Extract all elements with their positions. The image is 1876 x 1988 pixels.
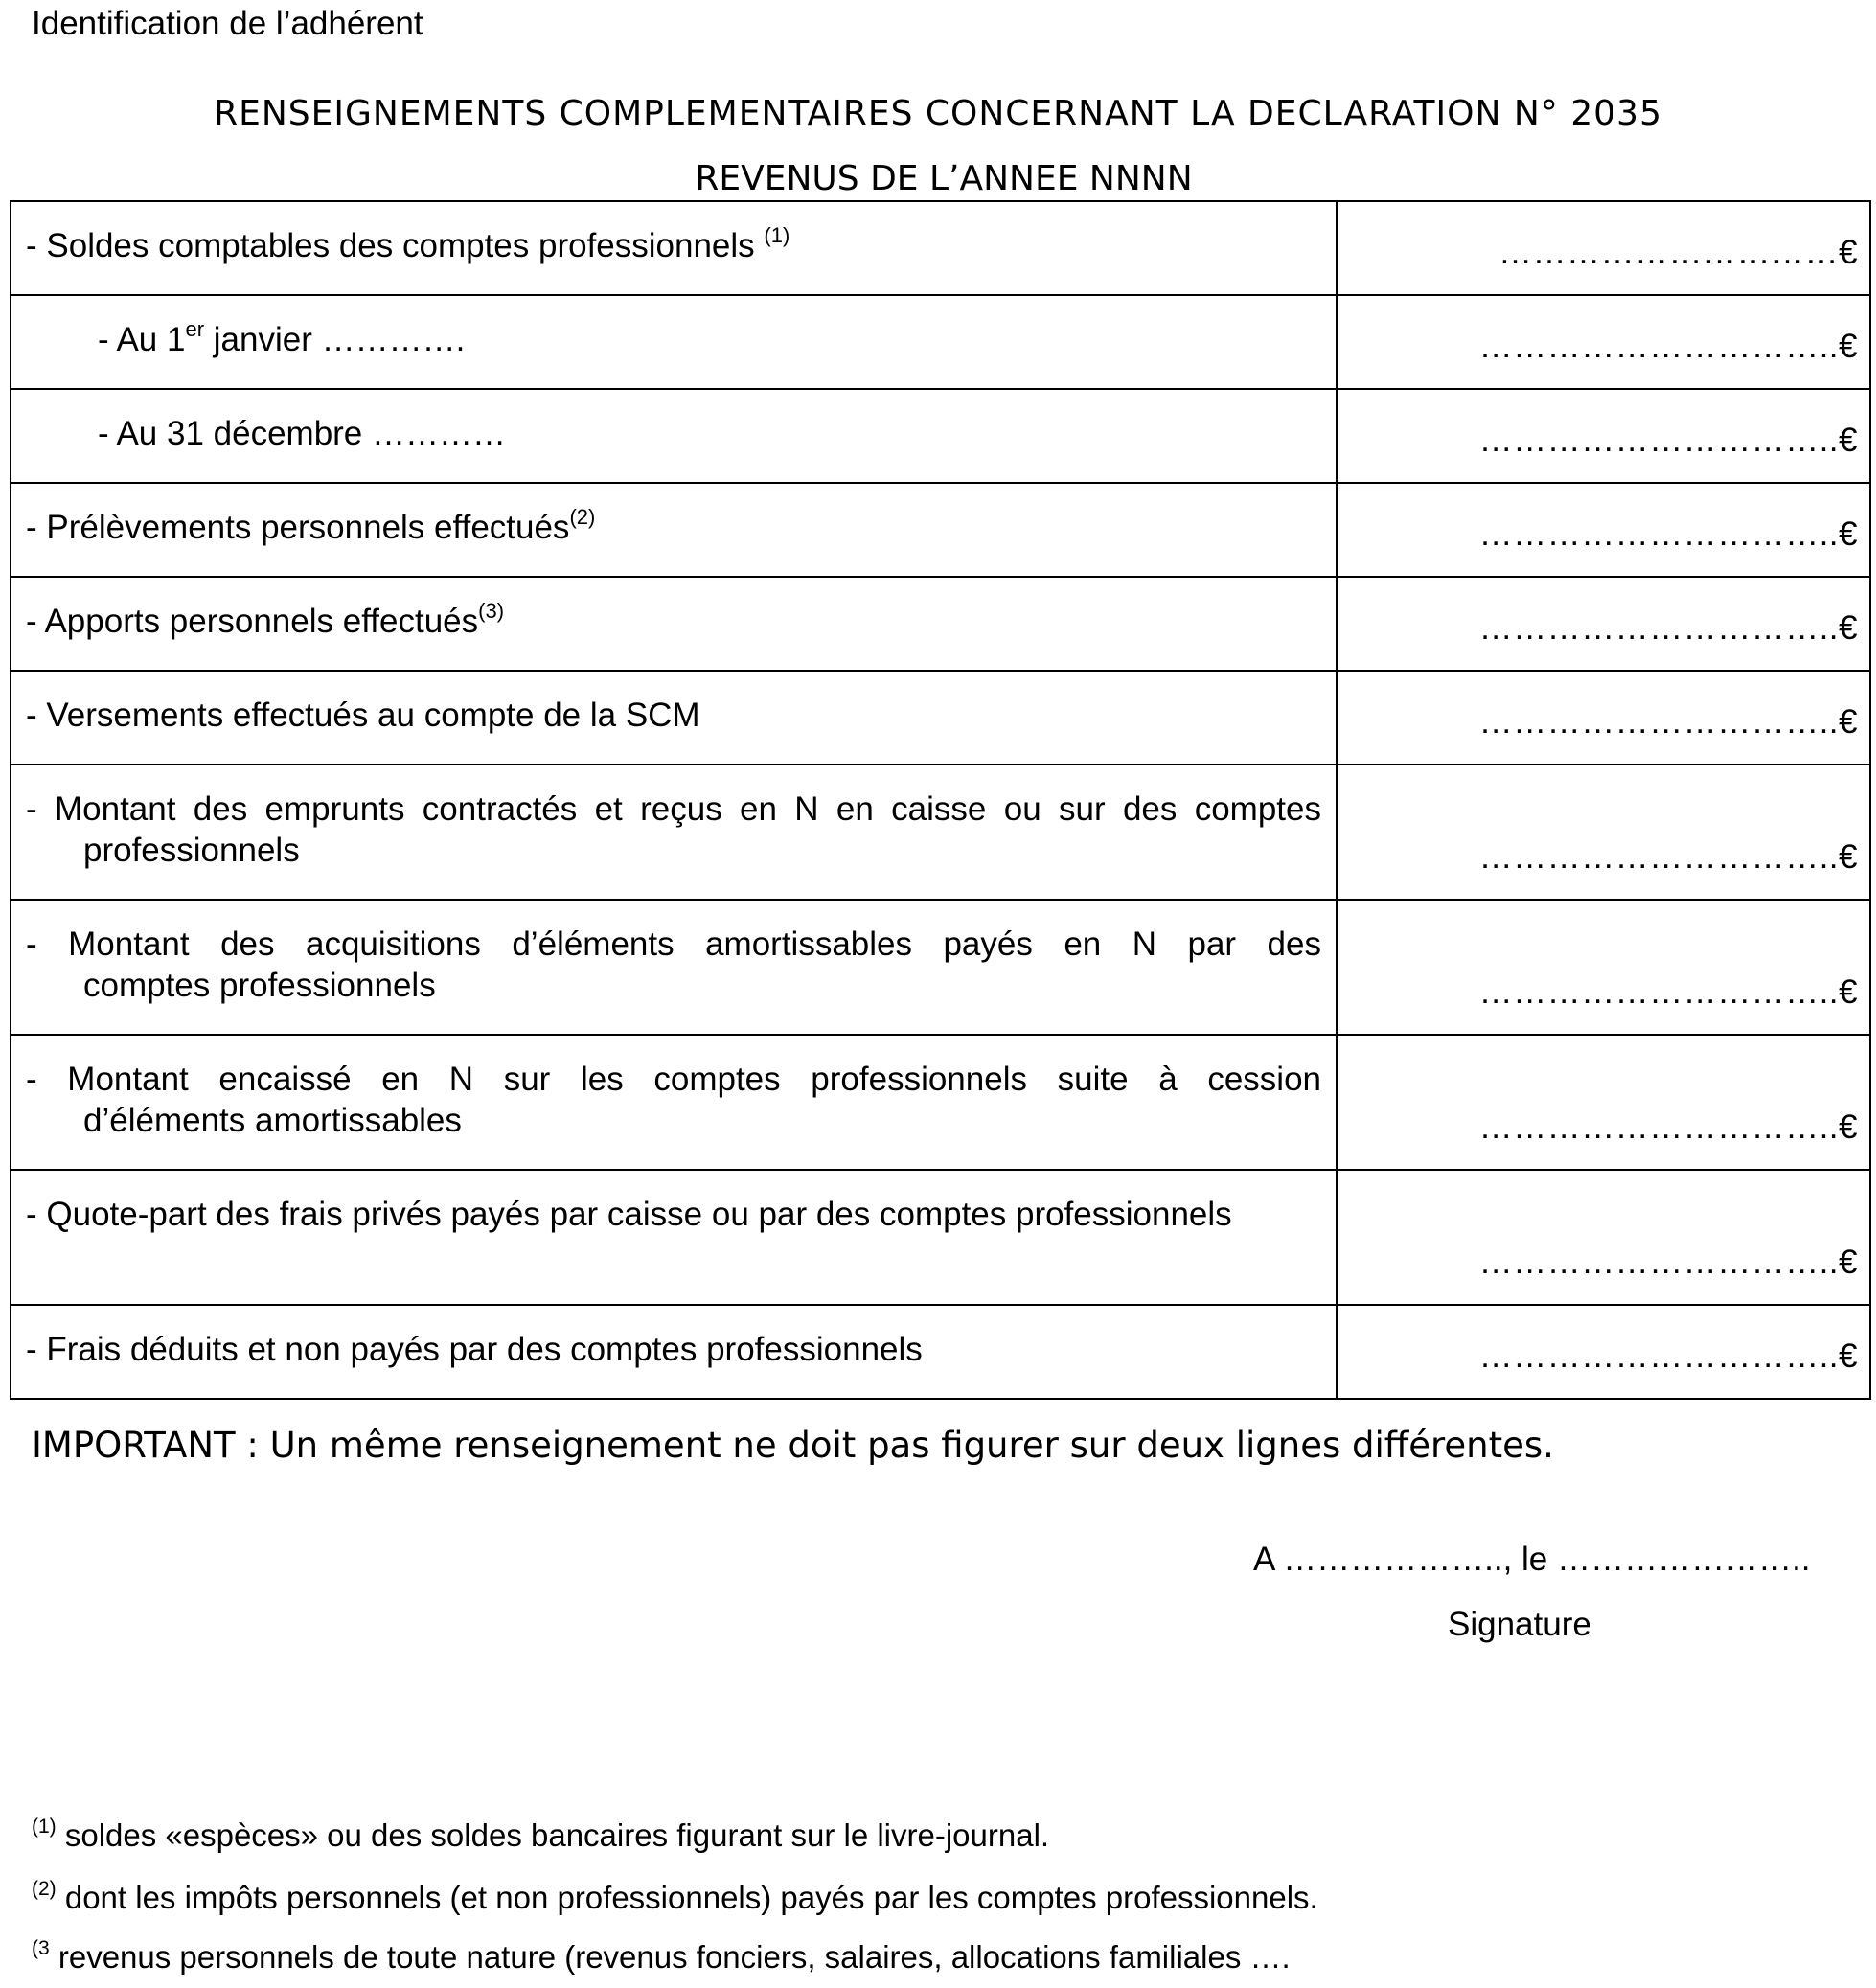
row-label-cell [11, 577, 1337, 671]
amount-placeholder: …………………………..€ [1478, 1244, 1858, 1281]
row-label-suffix: janvier …………. [204, 321, 466, 358]
row-label-cell [11, 1170, 1337, 1305]
amount-field[interactable] [1337, 295, 1870, 389]
amount-placeholder: …………………………..€ [1478, 703, 1858, 741]
amount-placeholder: …………………………..€ [1478, 1108, 1858, 1146]
row-label-cell [11, 483, 1337, 577]
ordinal-suffix: er [185, 317, 205, 341]
table-row [11, 900, 1870, 1035]
amount-field[interactable] [1337, 577, 1870, 671]
footnote-ref: (1) [764, 223, 790, 247]
footnote-marker: (2) [32, 1878, 57, 1900]
row-label: - Prélèvements personnels effectués [26, 509, 570, 546]
footnote-text: dont les impôts personnels (et non professionnels) payés par les comptes professionnels. [56, 1880, 1318, 1915]
table-row [11, 295, 1870, 389]
amount-field[interactable] [1337, 900, 1870, 1035]
amount-field[interactable] [1337, 765, 1870, 900]
table-row [11, 1170, 1870, 1305]
footnote [32, 1880, 1318, 1916]
footnote-marker: (3 [32, 1937, 50, 1959]
row-label: - Frais déduits et non payés par des comptes professionnels [26, 1331, 923, 1368]
amount-placeholder: …………………………..€ [1478, 609, 1858, 647]
row-label: - Au 31 décembre ………… [98, 415, 506, 452]
amount-placeholder: …………………………€ [1499, 234, 1858, 271]
row-label-cell [11, 1305, 1337, 1399]
amount-field[interactable] [1337, 483, 1870, 577]
footnote-marker: (1) [32, 1816, 57, 1838]
amount-field[interactable] [1337, 201, 1870, 295]
amount-field[interactable] [1337, 1035, 1870, 1170]
row-label-prefix: - Au 1 [98, 321, 186, 358]
table-row [11, 201, 1870, 295]
table-row [11, 1035, 1870, 1170]
amount-placeholder: …………………………..€ [1478, 328, 1858, 365]
row-label-line1: - Montant encaissé en N sur les comptes professionnels suite à cession [26, 1061, 1321, 1098]
footnote-ref: (2) [569, 505, 596, 529]
row-label: - Soldes comptables des comptes professionnels [26, 227, 765, 264]
amount-field[interactable] [1337, 1170, 1870, 1305]
table-row [11, 765, 1870, 900]
declaration-table [10, 200, 1871, 1400]
form-subtitle: REVENUS DE L’ANNEE NNNN [695, 159, 1193, 198]
row-label-cell [11, 765, 1337, 900]
amount-field[interactable] [1337, 671, 1870, 765]
adherent-identification-label: Identification de l’adhérent [32, 5, 423, 42]
amount-field[interactable] [1337, 389, 1870, 483]
form-title: RENSEIGNEMENTS COMPLEMENTAIRES CONCERNANT LA DECLARATION N° 2035 [214, 94, 1662, 133]
row-label-cell [11, 900, 1337, 1035]
footnote [32, 1939, 1291, 1976]
row-label: - Quote-part des frais privés payés par caisse ou par des comptes professionnels [26, 1196, 1232, 1233]
row-label-line2: comptes professionnels [83, 967, 436, 1004]
row-label: - Apports personnels effectués [26, 603, 479, 640]
table-row [11, 1305, 1870, 1399]
table-row [11, 483, 1870, 577]
table-row [11, 671, 1870, 765]
amount-placeholder: …………………………..€ [1478, 1337, 1858, 1375]
important-notice: IMPORTANT : Un même renseignement ne doit pas figurer sur deux lignes différentes. [32, 1425, 1554, 1466]
row-label-cell [11, 201, 1337, 295]
footnote-ref: (3) [478, 599, 505, 623]
amount-placeholder: …………………………..€ [1478, 422, 1858, 459]
amount-placeholder: …………………………..€ [1478, 515, 1858, 553]
amount-placeholder: …………………………..€ [1478, 973, 1858, 1011]
row-label-line1: - Montant des acquisitions d’éléments amortissables payés en N par des [26, 925, 1321, 963]
footnote [32, 1817, 1049, 1854]
footnote-text: soldes «espèces» ou des soldes bancaires figurant sur le livre-journal. [56, 1817, 1050, 1853]
place-date-line[interactable]: A ……………….., le ………………….. [1253, 1541, 1811, 1578]
row-label-cell [11, 671, 1337, 765]
row-label-line2: professionnels [83, 832, 300, 869]
row-label-cell [11, 389, 1337, 483]
row-label-line2: d’éléments amortissables [83, 1102, 462, 1139]
footnote-text: revenus personnels de toute nature (revenus fonciers, salaires, allocations familiales …. [49, 1939, 1291, 1975]
amount-placeholder: …………………………..€ [1478, 838, 1858, 876]
row-label-line1: - Montant des emprunts contractés et reçus en N en caisse ou sur des comptes [26, 790, 1321, 828]
row-label: - Versements effectués au compte de la SCM [26, 697, 700, 734]
amount-field[interactable] [1337, 1305, 1870, 1399]
table-row [11, 577, 1870, 671]
table-row [11, 389, 1870, 483]
row-label-cell [11, 1035, 1337, 1170]
signature-label: Signature [1448, 1606, 1591, 1643]
row-label-cell [11, 295, 1337, 389]
